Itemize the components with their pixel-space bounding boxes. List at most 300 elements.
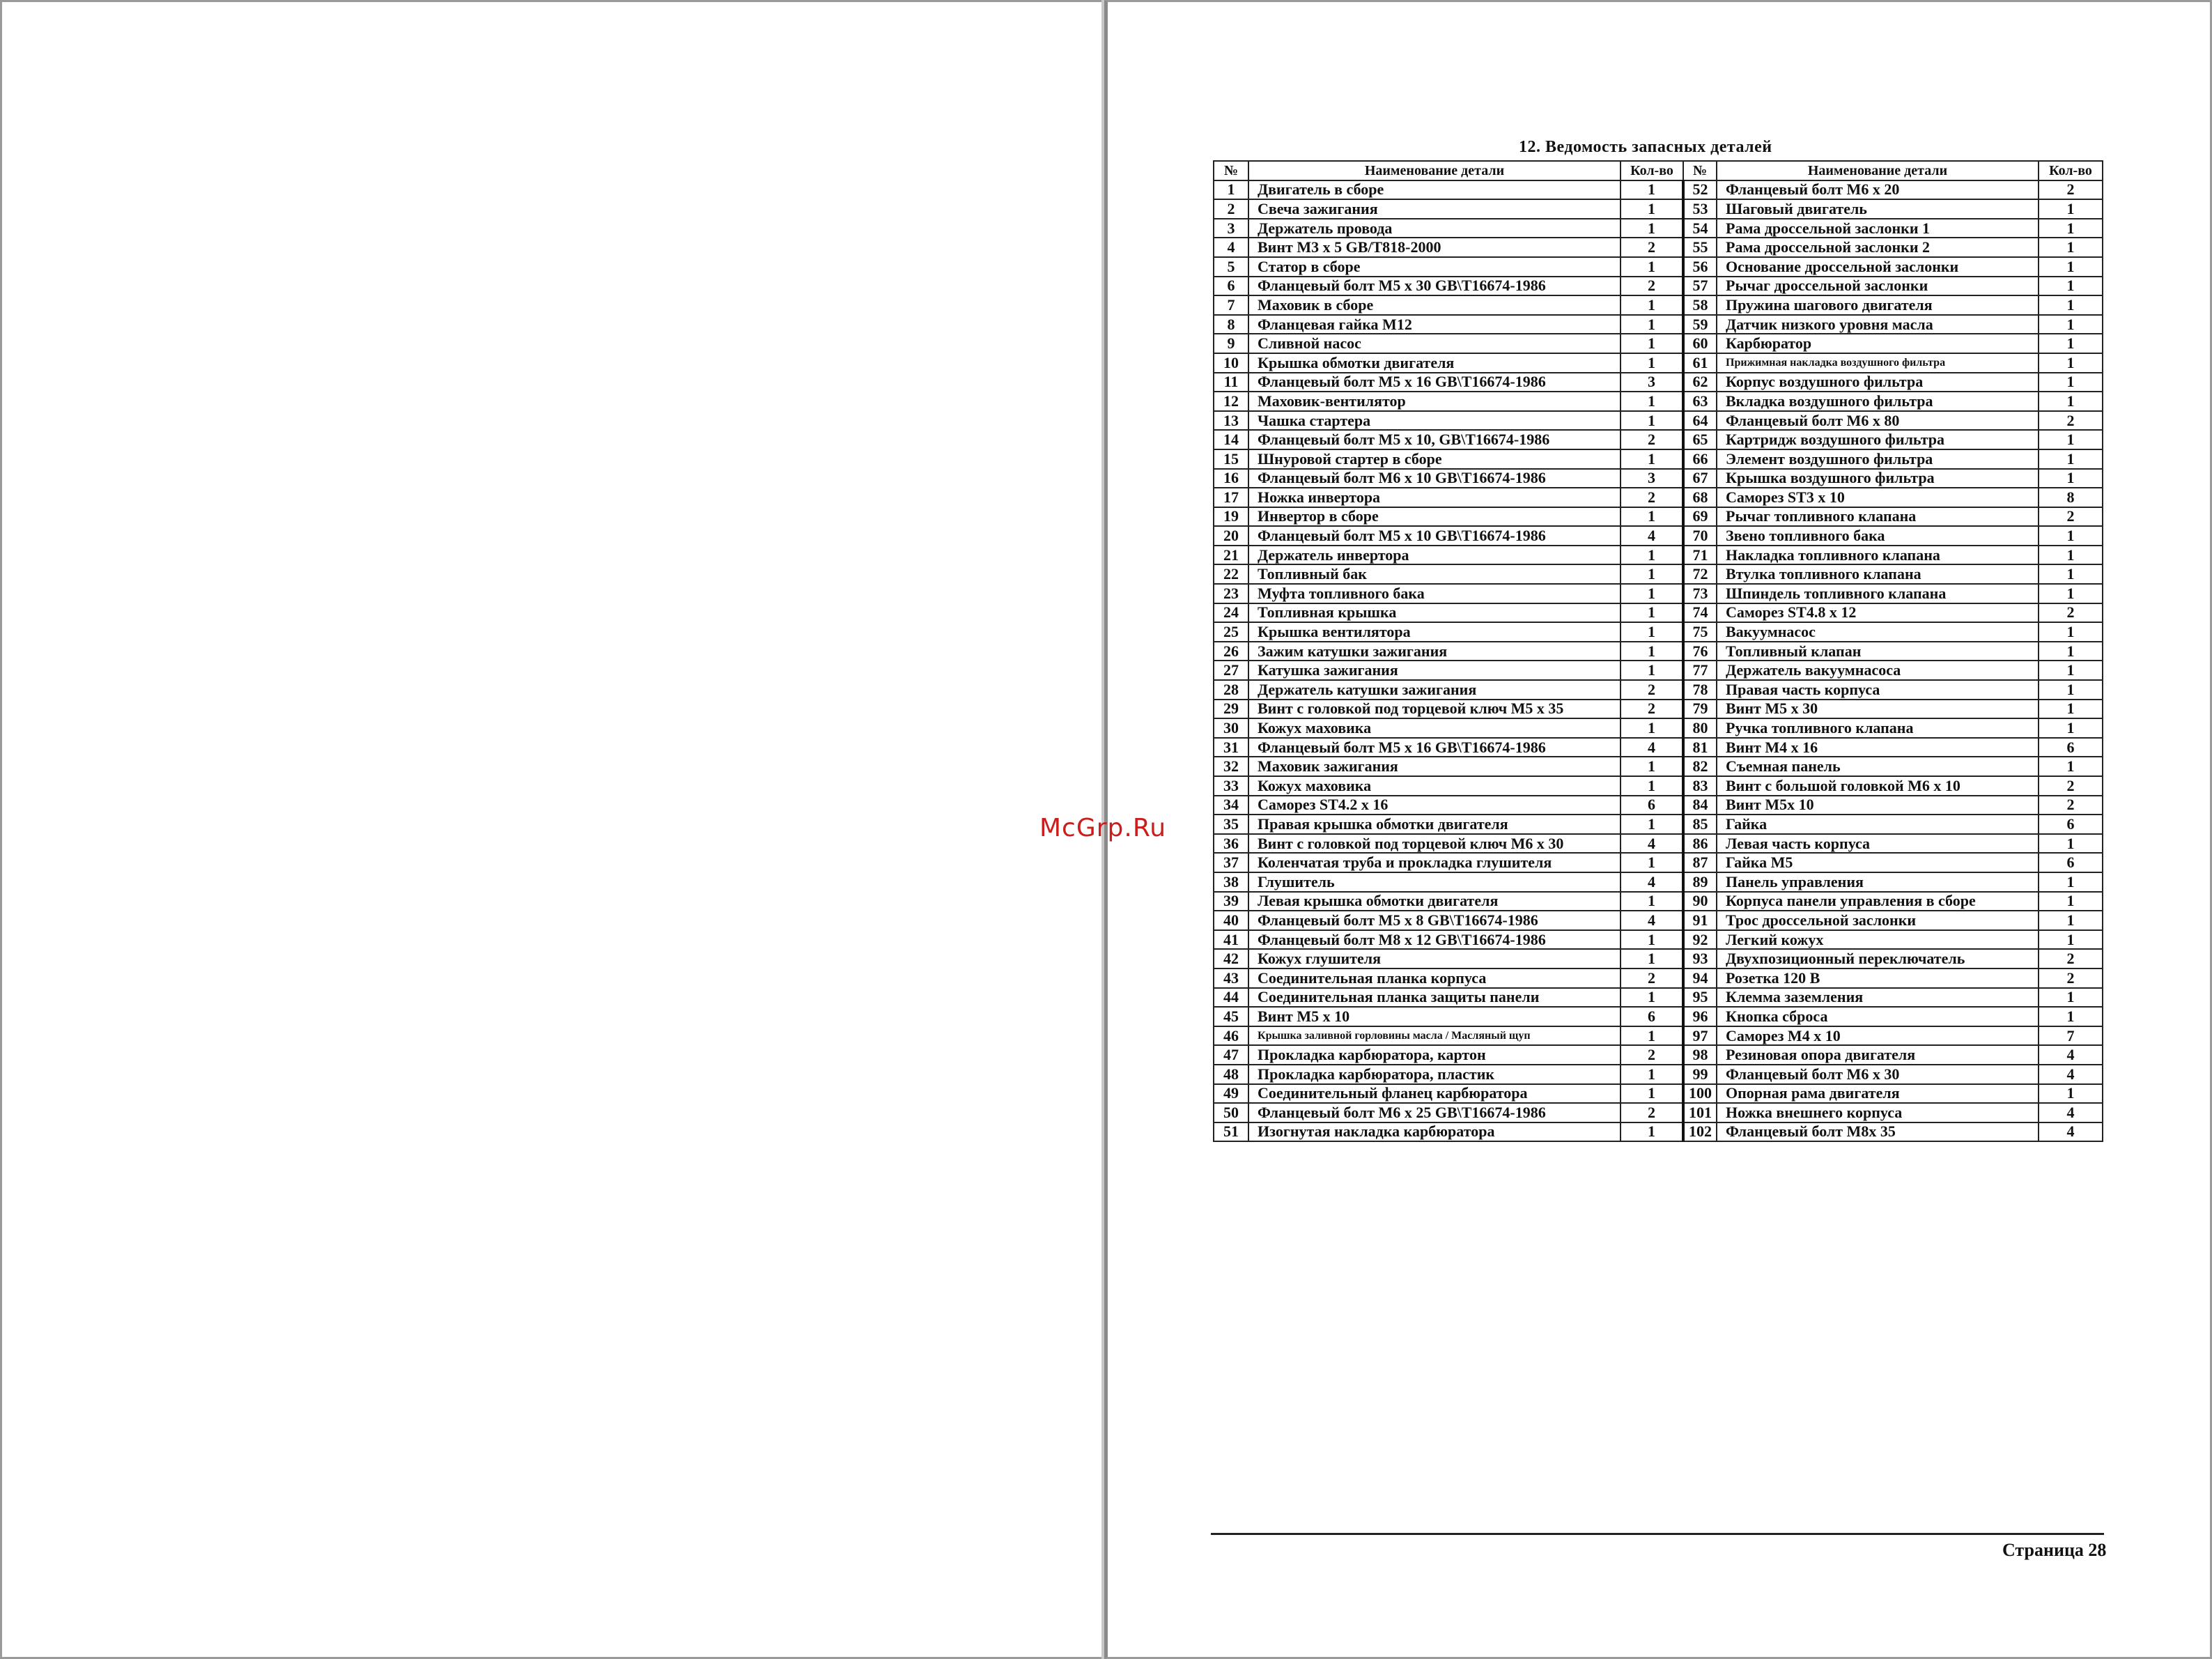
part-number: 7 [1214, 295, 1248, 315]
part-qty: 2 [1621, 238, 1683, 257]
part-name: Крышка заливной горловины масла / Масляный щуп [1248, 1026, 1621, 1046]
part-number: 27 [1214, 661, 1248, 680]
table-row [1214, 834, 2103, 854]
part-name: Глушитель [1248, 872, 1621, 892]
part-name: Рама дроссельной заслонки 1 [1717, 219, 2039, 238]
part-number: 101 [1683, 1103, 1717, 1122]
part-number: 98 [1683, 1045, 1717, 1065]
part-qty: 1 [2039, 373, 2103, 392]
table-row [1214, 392, 2103, 411]
header-qty: Кол-во [1621, 161, 1683, 180]
part-name: Фланцевый болт М6 х 30 [1717, 1065, 2039, 1084]
part-qty: 1 [2039, 718, 2103, 738]
part-name: Шпиндель топливного клапана [1717, 584, 2039, 603]
part-number: 29 [1214, 700, 1248, 719]
part-qty: 1 [1621, 853, 1683, 872]
part-number: 17 [1214, 488, 1248, 507]
part-number: 53 [1683, 199, 1717, 219]
part-number: 51 [1214, 1122, 1248, 1142]
part-number: 37 [1214, 853, 1248, 872]
table-row [1214, 796, 2103, 815]
part-number: 4 [1214, 238, 1248, 257]
part-qty: 1 [1621, 988, 1683, 1008]
table-row [1214, 1084, 2103, 1104]
part-qty: 1 [2039, 1084, 2103, 1104]
part-qty: 1 [1621, 757, 1683, 776]
part-qty: 2 [2039, 603, 2103, 623]
part-name: Легкий кожух [1717, 930, 2039, 950]
part-qty: 1 [2039, 315, 2103, 334]
watermark: McGrp.Ru [1039, 814, 1167, 842]
part-number: 48 [1214, 1065, 1248, 1084]
table-row [1214, 1026, 2103, 1046]
section-title: 12. Ведомость запасных деталей [1519, 138, 1772, 156]
part-number: 40 [1214, 911, 1248, 930]
part-number: 15 [1214, 449, 1248, 469]
part-number: 100 [1683, 1084, 1717, 1104]
part-number: 57 [1683, 277, 1717, 296]
part-name: Держатель провода [1248, 219, 1621, 238]
part-qty: 4 [2039, 1065, 2103, 1084]
part-name: Резиновая опора двигателя [1717, 1045, 2039, 1065]
part-qty: 1 [2039, 334, 2103, 353]
table-row [1214, 815, 2103, 834]
part-number: 85 [1683, 815, 1717, 834]
part-number: 69 [1683, 507, 1717, 527]
table-row [1214, 411, 2103, 431]
part-number: 28 [1214, 680, 1248, 700]
part-number: 60 [1683, 334, 1717, 353]
part-name: Фланцевый болт М5 х 10, GB\T16674-1986 [1248, 430, 1621, 449]
part-qty: 1 [1621, 1065, 1683, 1084]
part-qty: 1 [2039, 757, 2103, 776]
part-qty: 1 [1621, 584, 1683, 603]
part-qty: 1 [2039, 700, 2103, 719]
part-name: Панель управления [1717, 872, 2039, 892]
part-name: Картридж воздушного фильтра [1717, 430, 2039, 449]
part-qty: 1 [2039, 526, 2103, 546]
part-name: Прижимная накладка воздушного фильтра [1717, 353, 2039, 373]
part-qty: 1 [2039, 353, 2103, 373]
table-row [1214, 680, 2103, 700]
table-row [1214, 872, 2103, 892]
table-row [1214, 584, 2103, 603]
part-number: 9 [1214, 334, 1248, 353]
table-row [1214, 969, 2103, 988]
table-row [1214, 219, 2103, 238]
part-qty: 3 [1621, 469, 1683, 488]
part-qty: 1 [2039, 564, 2103, 584]
part-qty: 1 [1621, 1026, 1683, 1046]
part-name: Саморез М4 х 10 [1717, 1026, 2039, 1046]
table-row [1214, 622, 2103, 642]
part-number: 22 [1214, 564, 1248, 584]
part-qty: 2 [2039, 949, 2103, 969]
table-row [1214, 911, 2103, 930]
part-qty: 1 [2039, 295, 2103, 315]
part-number: 16 [1214, 469, 1248, 488]
part-name: Фланцевый болт М8 х 12 GB\T16674-1986 [1248, 930, 1621, 950]
table-row [1214, 776, 2103, 796]
part-name: Гайка М5 [1717, 853, 2039, 872]
part-name: Саморез ST3 х 10 [1717, 488, 2039, 507]
part-qty: 1 [2039, 469, 2103, 488]
part-name: Корпуса панели управления в сборе [1717, 892, 2039, 911]
table-row [1214, 449, 2103, 469]
table-row [1214, 757, 2103, 776]
part-name: Клемма заземления [1717, 988, 2039, 1008]
part-number: 81 [1683, 738, 1717, 757]
part-number: 55 [1683, 238, 1717, 257]
part-qty: 1 [1621, 219, 1683, 238]
table-row [1214, 988, 2103, 1008]
part-qty: 8 [2039, 488, 2103, 507]
table-header-row [1214, 161, 2103, 180]
part-name: Двигатель в сборе [1248, 180, 1621, 200]
part-number: 50 [1214, 1103, 1248, 1122]
part-name: Основание дроссельной заслонки [1717, 257, 2039, 277]
part-number: 14 [1214, 430, 1248, 449]
part-qty: 2 [1621, 430, 1683, 449]
part-name: Двухпозиционный переключатель [1717, 949, 2039, 969]
part-name: Винт М5х 10 [1717, 796, 2039, 815]
table-row [1214, 257, 2103, 277]
part-name: Фланцевый болт М6 х 25 GB\T16674-1986 [1248, 1103, 1621, 1122]
table-row [1214, 700, 2103, 719]
part-name: Винт М3 х 5 GB/T818-2000 [1248, 238, 1621, 257]
part-name: Маховик зажигания [1248, 757, 1621, 776]
part-name: Крышка обмотки двигателя [1248, 353, 1621, 373]
table-row [1214, 488, 2103, 507]
spare-parts-table [1213, 160, 2103, 1142]
part-number: 67 [1683, 469, 1717, 488]
part-number: 89 [1683, 872, 1717, 892]
part-name: Трос дроссельной заслонки [1717, 911, 2039, 930]
part-number: 87 [1683, 853, 1717, 872]
part-number: 73 [1683, 584, 1717, 603]
part-qty: 1 [2039, 642, 2103, 661]
part-name: Держатель инвертора [1248, 546, 1621, 565]
part-qty: 1 [2039, 661, 2103, 680]
table-row [1214, 564, 2103, 584]
part-number: 21 [1214, 546, 1248, 565]
part-number: 97 [1683, 1026, 1717, 1046]
part-name: Рычаг дроссельной заслонки [1717, 277, 2039, 296]
part-name: Пружина шагового двигателя [1717, 295, 2039, 315]
part-name: Фланцевый болт М6 х 20 [1717, 180, 2039, 200]
part-number: 5 [1214, 257, 1248, 277]
part-name: Держатель вакуумнасоса [1717, 661, 2039, 680]
part-number: 6 [1214, 277, 1248, 296]
part-number: 38 [1214, 872, 1248, 892]
part-qty: 4 [1621, 872, 1683, 892]
part-qty: 1 [1621, 892, 1683, 911]
part-qty: 1 [1621, 776, 1683, 796]
part-qty: 1 [2039, 834, 2103, 854]
part-number: 65 [1683, 430, 1717, 449]
part-qty: 1 [2039, 892, 2103, 911]
part-name: Опорная рама двигателя [1717, 1084, 2039, 1104]
part-qty: 6 [2039, 853, 2103, 872]
part-name: Фланцевый болт М5 х 10 GB\T16674-1986 [1248, 526, 1621, 546]
part-number: 25 [1214, 622, 1248, 642]
part-name: Свеча зажигания [1248, 199, 1621, 219]
part-qty: 4 [1621, 738, 1683, 757]
part-qty: 1 [1621, 949, 1683, 969]
part-number: 12 [1214, 392, 1248, 411]
part-qty: 1 [2039, 219, 2103, 238]
part-qty: 2 [1621, 1103, 1683, 1122]
part-number: 96 [1683, 1007, 1717, 1026]
part-name: Инвертор в сборе [1248, 507, 1621, 527]
part-name: Винт М4 х 16 [1717, 738, 2039, 757]
part-qty: 2 [2039, 969, 2103, 988]
part-name: Фланцевый болт М5 х 16 GB\T16674-1986 [1248, 738, 1621, 757]
part-name: Катушка зажигания [1248, 661, 1621, 680]
table-row [1214, 546, 2103, 565]
part-qty: 1 [1621, 661, 1683, 680]
part-name: Фланцевый болт М8х 35 [1717, 1122, 2039, 1142]
part-number: 62 [1683, 373, 1717, 392]
part-number: 75 [1683, 622, 1717, 642]
part-name: Крышка воздушного фильтра [1717, 469, 2039, 488]
part-number: 24 [1214, 603, 1248, 623]
part-number: 10 [1214, 353, 1248, 373]
part-number: 44 [1214, 988, 1248, 1008]
part-number: 32 [1214, 757, 1248, 776]
part-name: Держатель катушки зажигания [1248, 680, 1621, 700]
part-number: 19 [1214, 507, 1248, 527]
table-row [1214, 1122, 2103, 1142]
left-page [0, 0, 1104, 1659]
part-name: Саморез ST4.8 х 12 [1717, 603, 2039, 623]
part-qty: 1 [2039, 1007, 2103, 1026]
part-name: Вкладка воздушного фильтра [1717, 392, 2039, 411]
table-row [1214, 1103, 2103, 1122]
part-number: 46 [1214, 1026, 1248, 1046]
part-name: Кожух маховика [1248, 718, 1621, 738]
part-qty: 4 [2039, 1103, 2103, 1122]
part-number: 33 [1214, 776, 1248, 796]
table-row [1214, 373, 2103, 392]
part-number: 47 [1214, 1045, 1248, 1065]
part-qty: 4 [1621, 834, 1683, 854]
part-qty: 1 [2039, 257, 2103, 277]
page-number: Страница 28 [2002, 1540, 2107, 1560]
part-qty: 2 [2039, 180, 2103, 200]
part-name: Крышка вентилятора [1248, 622, 1621, 642]
header-qty: Кол-во [2039, 161, 2103, 180]
part-name: Вакуумнасос [1717, 622, 2039, 642]
part-name: Статор в сборе [1248, 257, 1621, 277]
part-number: 41 [1214, 930, 1248, 950]
part-number: 43 [1214, 969, 1248, 988]
part-qty: 1 [1621, 603, 1683, 623]
part-number: 2 [1214, 199, 1248, 219]
part-qty: 1 [1621, 642, 1683, 661]
part-name: Фланцевый болт М6 х 80 [1717, 411, 2039, 431]
part-qty: 1 [1621, 334, 1683, 353]
part-qty: 1 [2039, 238, 2103, 257]
part-name: Шаговый двигатель [1717, 199, 2039, 219]
part-number: 3 [1214, 219, 1248, 238]
part-number: 92 [1683, 930, 1717, 950]
part-name: Левая часть корпуса [1717, 834, 2039, 854]
part-number: 59 [1683, 315, 1717, 334]
part-qty: 1 [1621, 199, 1683, 219]
part-name: Втулка топливного клапана [1717, 564, 2039, 584]
part-number: 68 [1683, 488, 1717, 507]
part-name: Фланцевый болт М5 х 16 GB\T16674-1986 [1248, 373, 1621, 392]
table-row [1214, 1065, 2103, 1084]
part-name: Правая крышка обмотки двигателя [1248, 815, 1621, 834]
part-qty: 1 [1621, 392, 1683, 411]
part-number: 78 [1683, 680, 1717, 700]
part-name: Гайка [1717, 815, 2039, 834]
part-number: 76 [1683, 642, 1717, 661]
part-number: 39 [1214, 892, 1248, 911]
part-name: Ножка внешнего корпуса [1717, 1103, 2039, 1122]
table-row [1214, 315, 2103, 334]
part-name: Топливный бак [1248, 564, 1621, 584]
table-row [1214, 892, 2103, 911]
part-name: Фланцевый болт М6 х 10 GB\T16674-1986 [1248, 469, 1621, 488]
part-name: Рама дроссельной заслонки 2 [1717, 238, 2039, 257]
part-name: Зажим катушки зажигания [1248, 642, 1621, 661]
part-number: 26 [1214, 642, 1248, 661]
part-qty: 2 [1621, 700, 1683, 719]
part-number: 66 [1683, 449, 1717, 469]
part-name: Накладка топливного клапана [1717, 546, 2039, 565]
part-qty: 2 [2039, 796, 2103, 815]
part-qty: 4 [2039, 1122, 2103, 1142]
part-number: 86 [1683, 834, 1717, 854]
part-name: Винт М5 х 10 [1248, 1007, 1621, 1026]
table-row [1214, 718, 2103, 738]
part-name: Правая часть корпуса [1717, 680, 2039, 700]
part-name: Фланцевая гайка М12 [1248, 315, 1621, 334]
part-name: Кожух глушителя [1248, 949, 1621, 969]
part-name: Кожух маховика [1248, 776, 1621, 796]
part-qty: 3 [1621, 373, 1683, 392]
part-name: Топливная крышка [1248, 603, 1621, 623]
part-name: Элемент воздушного фильтра [1717, 449, 2039, 469]
part-number: 91 [1683, 911, 1717, 930]
part-name: Винт с головкой под торцевой ключ М5 х 35 [1248, 700, 1621, 719]
part-qty: 2 [2039, 507, 2103, 527]
part-name: Саморез ST4.2 х 16 [1248, 796, 1621, 815]
part-number: 102 [1683, 1122, 1717, 1142]
part-number: 61 [1683, 353, 1717, 373]
part-name: Фланцевый болт М5 х 30 GB\T16674-1986 [1248, 277, 1621, 296]
header-name: Наименование детали [1248, 161, 1621, 180]
part-name: Винт с большой головкой М6 х 10 [1717, 776, 2039, 796]
table-row [1214, 1007, 2103, 1026]
part-number: 83 [1683, 776, 1717, 796]
part-qty: 1 [2039, 988, 2103, 1008]
part-qty: 4 [1621, 911, 1683, 930]
part-qty: 1 [1621, 411, 1683, 431]
part-name: Кнопка сброса [1717, 1007, 2039, 1026]
table-row [1214, 642, 2103, 661]
part-number: 79 [1683, 700, 1717, 719]
part-number: 74 [1683, 603, 1717, 623]
part-number: 11 [1214, 373, 1248, 392]
part-number: 72 [1683, 564, 1717, 584]
part-name: Винт с головкой под торцевой ключ М6 х 30 [1248, 834, 1621, 854]
part-qty: 1 [1621, 815, 1683, 834]
part-number: 13 [1214, 411, 1248, 431]
part-qty: 2 [1621, 1045, 1683, 1065]
part-name: Ножка инвертора [1248, 488, 1621, 507]
part-name: Сливной насос [1248, 334, 1621, 353]
part-number: 71 [1683, 546, 1717, 565]
table-row [1214, 277, 2103, 296]
table-row [1214, 180, 2103, 200]
table-row [1214, 469, 2103, 488]
part-qty: 1 [2039, 199, 2103, 219]
part-qty: 6 [2039, 815, 2103, 834]
part-qty: 1 [2039, 546, 2103, 565]
table-row [1214, 295, 2103, 315]
table-row [1214, 949, 2103, 969]
part-qty: 1 [1621, 507, 1683, 527]
part-number: 23 [1214, 584, 1248, 603]
part-qty: 2 [2039, 411, 2103, 431]
part-number: 84 [1683, 796, 1717, 815]
part-qty: 1 [1621, 315, 1683, 334]
part-name: Чашка стартера [1248, 411, 1621, 431]
part-qty: 1 [1621, 930, 1683, 950]
table-row [1214, 526, 2103, 546]
part-name: Прокладка карбюратора, пластик [1248, 1065, 1621, 1084]
part-number: 77 [1683, 661, 1717, 680]
part-qty: 2 [2039, 776, 2103, 796]
part-qty: 1 [1621, 546, 1683, 565]
table-row [1214, 930, 2103, 950]
header-num: № [1214, 161, 1248, 180]
part-number: 95 [1683, 988, 1717, 1008]
part-name: Фланцевый болт М5 х 8 GB\T16674-1986 [1248, 911, 1621, 930]
table-row [1214, 507, 2103, 527]
part-qty: 2 [1621, 969, 1683, 988]
table-row [1214, 353, 2103, 373]
part-number: 45 [1214, 1007, 1248, 1026]
part-qty: 2 [1621, 277, 1683, 296]
part-name: Звено топливного бака [1717, 526, 2039, 546]
part-name: Левая крышка обмотки двигателя [1248, 892, 1621, 911]
part-qty: 1 [2039, 930, 2103, 950]
part-qty: 1 [2039, 392, 2103, 411]
part-qty: 1 [2039, 680, 2103, 700]
part-number: 35 [1214, 815, 1248, 834]
part-qty: 7 [2039, 1026, 2103, 1046]
part-name: Шнуровой стартер в сборе [1248, 449, 1621, 469]
table-row [1214, 430, 2103, 449]
part-qty: 6 [2039, 738, 2103, 757]
part-qty: 6 [1621, 796, 1683, 815]
table-row [1214, 334, 2103, 353]
part-name: Карбюратор [1717, 334, 2039, 353]
part-name: Ручка топливного клапана [1717, 718, 2039, 738]
part-number: 63 [1683, 392, 1717, 411]
header-name: Наименование детали [1717, 161, 2039, 180]
part-qty: 1 [2039, 449, 2103, 469]
part-name: Муфта топливного бака [1248, 584, 1621, 603]
part-name: Съемная панель [1717, 757, 2039, 776]
part-number: 64 [1683, 411, 1717, 431]
part-qty: 1 [2039, 622, 2103, 642]
